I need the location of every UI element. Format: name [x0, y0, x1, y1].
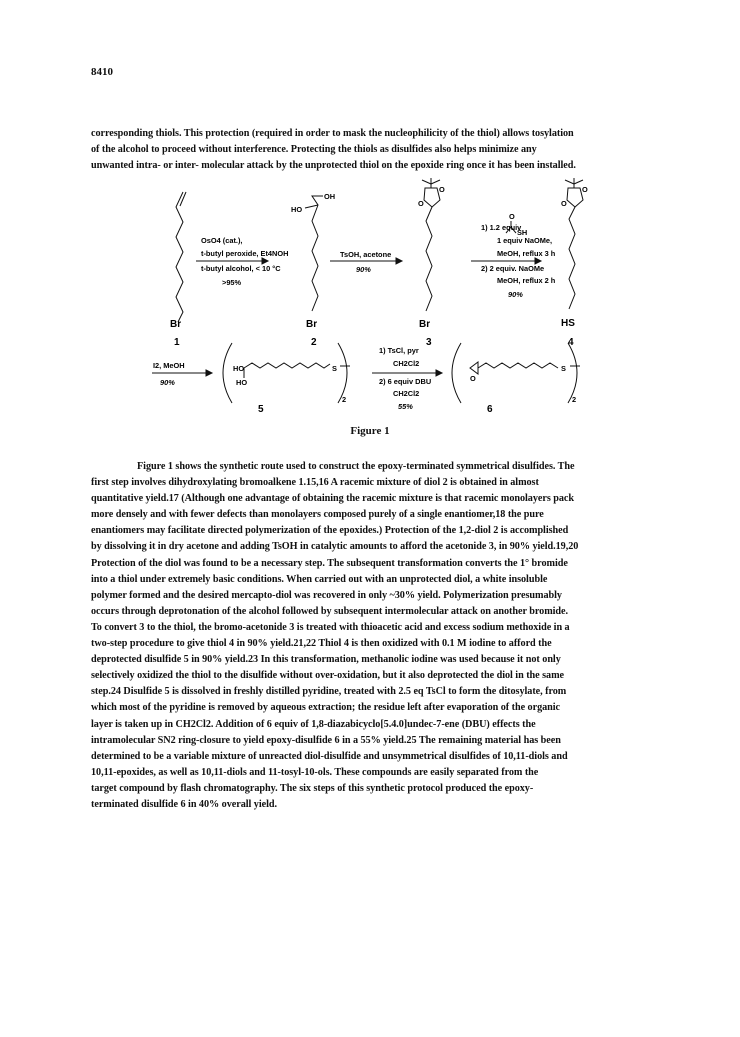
subscript-two: 2	[342, 395, 347, 404]
compound-4-acetonide	[567, 188, 583, 207]
subscript-two: 2	[572, 395, 577, 404]
text-line: two-step procedure to give thiol 4 in 90% yield.21,22 Thiol 4 is then oxidized with 0.1 M iodine to afford the	[91, 638, 552, 650]
step5-solvent: CH2Cl2	[393, 389, 420, 398]
text-line: quantitative yield.17 (Although one advantage of obtaining the racemic mixture is that racemic monolayers pack	[91, 493, 574, 505]
step3-reagent: SH	[517, 228, 528, 237]
text-line: terminated disulfide 6 in 40% overall yield.	[91, 798, 277, 810]
text-line: step.24 Disulfide 5 is dissolved in freshly distilled pyridine, treated with 2.5 eq TsCl to form the ditosylate, from	[91, 686, 567, 698]
text-line: 10,11-epoxides, as well as 10,11-diols and 11-tosyl-10-ols. These compounds are easily separated from the	[91, 766, 539, 778]
oxygen-label: O	[582, 185, 588, 194]
thiol-label: HS	[561, 318, 575, 329]
text-line: Protection of the diol was found to be a necessary step. The subsequent transformation converts the 1° bromide	[91, 557, 568, 569]
oxygen-label: O	[561, 199, 567, 208]
step1-yield: >95%	[222, 278, 242, 287]
text-line: layer is taken up in CH2Cl2. Addition of 6 equiv of 1,8-diazabicyclo[5.4.0]undec-7-ene (DBU) effects the	[91, 718, 536, 730]
step5-reagent: 2) 6 equiv DBU	[379, 377, 432, 386]
text-line: deprotected disulfide 5 in 90% yield.23 In this transformation, methanolic iodine was used because it not only	[91, 654, 561, 666]
compound-number-6: 6	[487, 404, 493, 415]
text-line: unwanted intra- or inter- molecular attack by the unprotected thiol on the epoxide ring once it has been installed.	[91, 160, 576, 172]
text-line: first step involves dihydroxylating bromoalkene 1.15,16 A racemic mixture of diol 2 is obtained in almost	[91, 477, 539, 489]
compound-3-chain	[426, 207, 432, 311]
step3-yield: 90%	[508, 290, 523, 299]
compound-number-4: 4	[568, 337, 574, 348]
hydroxyl-label: HO	[233, 364, 245, 373]
compound-number-3: 3	[426, 337, 432, 348]
step3-condition: MeOH, reflux 3 h	[497, 249, 556, 258]
step4-yield: 90%	[160, 378, 175, 387]
body-paragraph	[91, 459, 652, 813]
compound-5-left-bracket	[223, 343, 232, 403]
text-line: enantiomers may facilitate directed polymerization of the epoxides.) Protection of the 1,2-diol 2 is accomplished	[91, 525, 569, 537]
text-line: occurs through deprotonation of the alcohol followed by subsequent intermolecular attack on another bromide.	[91, 605, 569, 617]
compound-number-2: 2	[311, 337, 317, 348]
oxygen-label: O	[439, 185, 445, 194]
compound-4-chain	[569, 207, 575, 309]
compound-6-right-bracket	[568, 343, 577, 403]
sulfur-label: S	[561, 364, 566, 373]
step3-condition: MeOH, reflux 2 h	[497, 276, 556, 285]
bromine-label: Br	[419, 319, 431, 330]
text-line: of the alcohol to proceed without interference. Protecting the thiols as disulfides also helps minimize any	[91, 144, 537, 156]
compound-6-chain	[478, 363, 558, 368]
text-line: determined to be a variable mixture of unreacted diol-disulfide and unsymmetrical disulfides of 10,11-diols and	[91, 750, 568, 762]
step3-reagent: 1 equiv NaOMe,	[497, 236, 553, 245]
text-line: To convert 3 to the thiol, the bromo-acetonide 3 is treated with thioacetic acid and excess sodium methoxide in a	[91, 621, 570, 633]
compound-6-left-bracket	[452, 343, 461, 403]
hydroxyl-label: HO	[236, 378, 248, 387]
text-line: intramolecular SN2 ring-closure to yield epoxy-disulfide 6 in a 55% yield.25 The remaining material has been	[91, 734, 561, 746]
text-line: selectively oxidized the thiol to the disulfide without over-oxidation, but it also deprotected the diol in the same	[91, 670, 564, 682]
oxygen-label: O	[509, 212, 515, 221]
compound-5-chain	[244, 363, 330, 368]
text-line: Figure 1 shows the synthetic route used to construct the epoxy-terminated symmetrical disulfides. The	[137, 461, 575, 472]
oxygen-label: O	[418, 199, 424, 208]
step5-yield: 55%	[398, 402, 413, 411]
step1-condition: t-butyl alcohol, < 10 °C	[201, 264, 281, 273]
step1-reagent: t-butyl peroxide, Et4NOH	[201, 249, 289, 258]
step5-reagent: 1) TsCl, pyr	[379, 346, 419, 355]
step4-reagent: I2, MeOH	[153, 361, 185, 370]
step1-reagent: OsO4 (cat.),	[201, 236, 243, 245]
compound-number-1: 1	[174, 337, 180, 348]
text-line: into a thiol under extremely basic conditions. When carried out with an unprotected diol, a white insoluble	[91, 573, 548, 585]
oxygen-label: O	[470, 374, 476, 383]
step5-solvent: CH2Cl2	[393, 359, 420, 368]
text-line: polymer formed and the desired mercapto-diol was recovered in only ~30% yield. Polymerization presumably	[91, 589, 562, 601]
figure-caption: Figure 1	[350, 425, 390, 437]
bromine-label: Br	[306, 319, 318, 330]
sulfur-label: S	[332, 364, 337, 373]
step3-reagent: 1) 1.2 equiv	[481, 223, 522, 232]
compound-5-right-bracket	[338, 343, 347, 403]
compound-2-chain	[312, 196, 323, 311]
compound-3-acetonide	[424, 188, 440, 207]
step3-reagent: 2) 2 equiv. NaOMe	[481, 264, 545, 273]
compound-1-chain	[176, 192, 183, 322]
step2-reagent: TsOH, acetone	[340, 250, 392, 259]
page-number: 8410	[91, 66, 113, 78]
compound-6-epoxide	[470, 362, 478, 374]
text-line: target compound by flash chromatography. The six steps of this synthetic protocol produced the epoxy-	[91, 782, 534, 794]
hydroxyl-label: OH	[324, 192, 336, 201]
text-line: by dissolving it in dry acetone and adding TsOH in catalytic amounts to afford the acetonide 3, in 90% yield.19,20	[91, 541, 579, 553]
text-line: which most of the pyridine is removed by aqueous extraction; the residue left after evaporation of the organic	[91, 702, 561, 714]
step2-yield: 90%	[356, 265, 371, 274]
bromine-label: Br	[170, 319, 182, 330]
text-line: corresponding thiols. This protection (required in order to mask the nucleophilicity of the thiol) allows tosylation	[91, 128, 574, 139]
hydroxyl-label: HO	[291, 205, 303, 214]
text-line: more densely and with fewer defects than monolayers composed purely of a single enantiomer,18 the pure	[91, 509, 544, 521]
compound-number-5: 5	[258, 404, 264, 415]
